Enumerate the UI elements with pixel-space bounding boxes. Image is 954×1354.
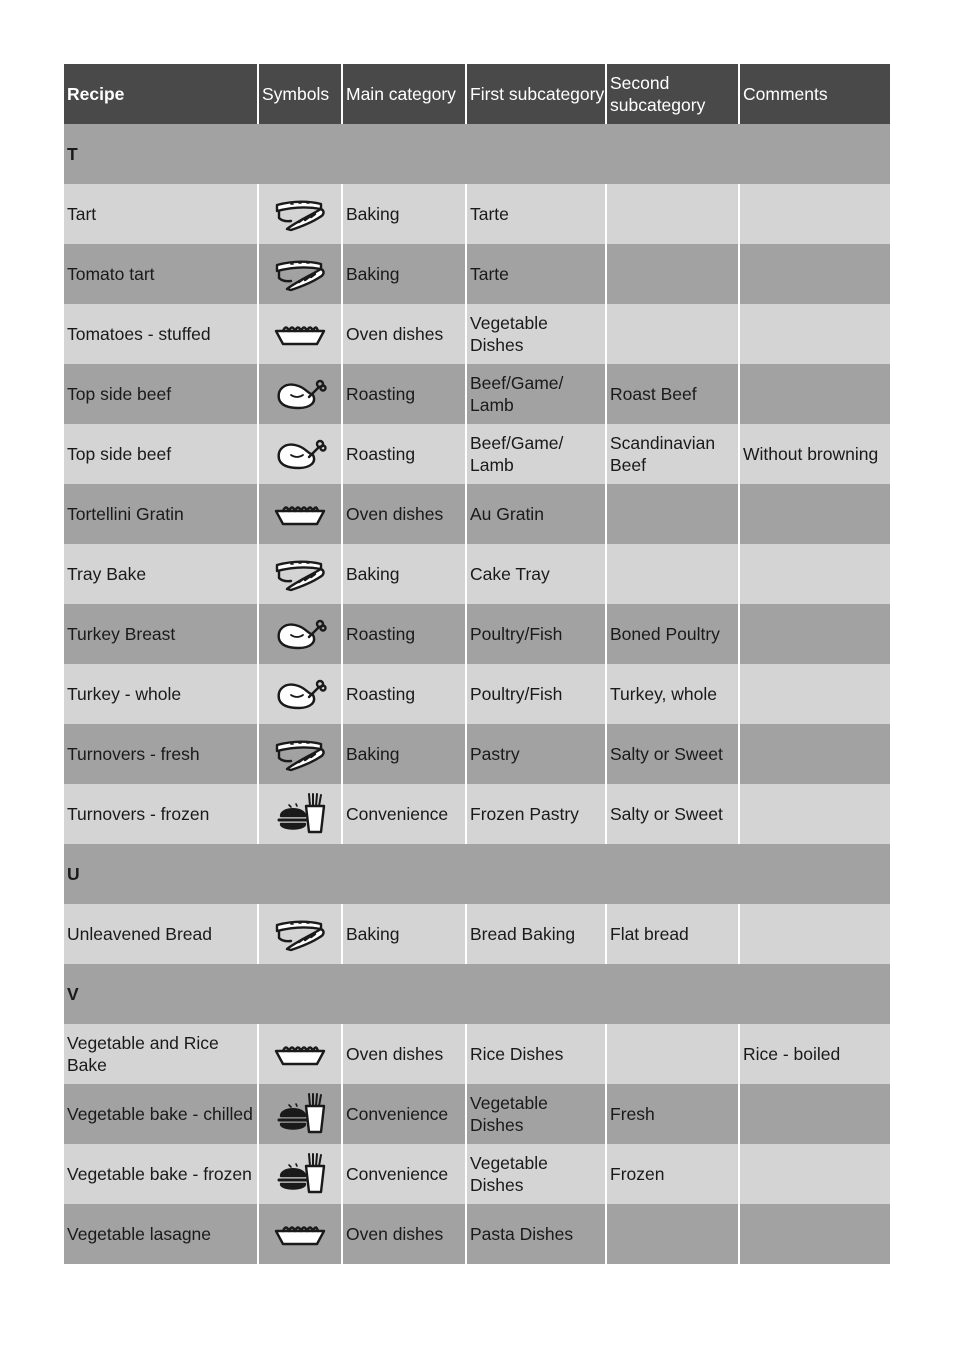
cell-recipe: Turkey Breast: [64, 604, 258, 664]
convenience-icon: [259, 1152, 341, 1196]
oven-dish-icon: [259, 501, 341, 527]
cell-first-subcategory: Bread Baking: [466, 904, 606, 964]
cell-main-category: Baking: [342, 724, 466, 784]
cell-main-category: Baking: [342, 544, 466, 604]
baking-icon: [259, 196, 341, 232]
cell-main-category: Convenience: [342, 784, 466, 844]
table-row: [64, 904, 890, 964]
table-row: [64, 1144, 890, 1204]
cell-symbol: [258, 244, 342, 304]
cell-comments: [739, 784, 890, 844]
cell-symbol: [258, 1204, 342, 1264]
section-row: [64, 844, 890, 904]
cell-second-subcategory: Salty or Sweet: [606, 724, 739, 784]
cell-main-category: Convenience: [342, 1144, 466, 1204]
cell-symbol: [258, 724, 342, 784]
cell-first-subcategory: Beef/Game/ Lamb: [466, 424, 606, 484]
cell-second-subcategory: Salty or Sweet: [606, 784, 739, 844]
cell-first-subcategory: Pastry: [466, 724, 606, 784]
cell-second-subcategory: [606, 1024, 739, 1084]
cell-recipe: Vegetable lasagne: [64, 1204, 258, 1264]
table-row: [64, 1204, 890, 1264]
section-row: [64, 964, 890, 1024]
cell-symbol: [258, 304, 342, 364]
cell-second-subcategory: [606, 184, 739, 244]
recipe-table: [64, 64, 890, 1264]
table-row: [64, 664, 890, 724]
convenience-icon: [259, 1092, 341, 1136]
table-row: [64, 364, 890, 424]
cell-comments: [739, 904, 890, 964]
cell-second-subcategory: Scandinavian Beef: [606, 424, 739, 484]
cell-first-subcategory: Poultry/Fish: [466, 604, 606, 664]
table-row: [64, 244, 890, 304]
cell-recipe: Top side beef: [64, 424, 258, 484]
table-row: [64, 1024, 890, 1084]
table-row: [64, 724, 890, 784]
cell-second-subcategory: Boned Poultry: [606, 604, 739, 664]
cell-comments: [739, 364, 890, 424]
cell-main-category: Baking: [342, 244, 466, 304]
cell-comments: [739, 244, 890, 304]
roasting-icon: [259, 617, 341, 651]
section-letter: U: [64, 844, 890, 904]
cell-comments: Rice - boiled: [739, 1024, 890, 1084]
cell-first-subcategory: Vegetable Dishes: [466, 304, 606, 364]
cell-second-subcategory: Roast Beef: [606, 364, 739, 424]
section-letter: T: [64, 124, 890, 184]
cell-main-category: Roasting: [342, 364, 466, 424]
cell-recipe: Turkey - whole: [64, 664, 258, 724]
cell-second-subcategory: Turkey, whole: [606, 664, 739, 724]
cell-symbol: [258, 664, 342, 724]
table-row: [64, 604, 890, 664]
convenience-icon: [259, 792, 341, 836]
table-row: [64, 544, 890, 604]
cell-second-subcategory: [606, 484, 739, 544]
cell-first-subcategory: Pasta Dishes: [466, 1204, 606, 1264]
table-row: [64, 424, 890, 484]
cell-second-subcategory: [606, 544, 739, 604]
cell-comments: [739, 1084, 890, 1144]
cell-second-subcategory: [606, 304, 739, 364]
cell-first-subcategory: Tarte: [466, 244, 606, 304]
cell-comments: [739, 604, 890, 664]
baking-icon: [259, 556, 341, 592]
cell-symbol: [258, 1144, 342, 1204]
cell-comments: [739, 304, 890, 364]
oven-dish-icon: [259, 1041, 341, 1067]
cell-second-subcategory: Flat bread: [606, 904, 739, 964]
cell-recipe: Tray Bake: [64, 544, 258, 604]
cell-comments: Without browning: [739, 424, 890, 484]
cell-recipe: Vegetable and Rice Bake: [64, 1024, 258, 1084]
cell-symbol: [258, 904, 342, 964]
cell-main-category: Oven dishes: [342, 1024, 466, 1084]
cell-main-category: Convenience: [342, 1084, 466, 1144]
cell-symbol: [258, 544, 342, 604]
header-recipe: Recipe: [64, 64, 258, 124]
cell-symbol: [258, 424, 342, 484]
roasting-icon: [259, 377, 341, 411]
cell-recipe: Tortellini Gratin: [64, 484, 258, 544]
cell-first-subcategory: Beef/Game/ Lamb: [466, 364, 606, 424]
cell-symbol: [258, 1024, 342, 1084]
cell-comments: [739, 724, 890, 784]
table-row: [64, 484, 890, 544]
cell-recipe: Turnovers - frozen: [64, 784, 258, 844]
cell-comments: [739, 544, 890, 604]
header-comments: Comments: [739, 64, 890, 124]
cell-first-subcategory: Cake Tray: [466, 544, 606, 604]
cell-symbol: [258, 1084, 342, 1144]
cell-symbol: [258, 184, 342, 244]
section-letter: V: [64, 964, 890, 1024]
cell-second-subcategory: [606, 244, 739, 304]
cell-first-subcategory: Rice Dishes: [466, 1024, 606, 1084]
cell-comments: [739, 1144, 890, 1204]
cell-recipe: Vegetable bake - chilled: [64, 1084, 258, 1144]
cell-main-category: Oven dishes: [342, 484, 466, 544]
roasting-icon: [259, 677, 341, 711]
cell-first-subcategory: Poultry/Fish: [466, 664, 606, 724]
baking-icon: [259, 256, 341, 292]
cell-main-category: Baking: [342, 904, 466, 964]
cell-recipe: Unleavened Bread: [64, 904, 258, 964]
cell-recipe: Turnovers - fresh: [64, 724, 258, 784]
header-second-subcategory: Second subcategory: [606, 64, 739, 124]
cell-first-subcategory: Vegetable Dishes: [466, 1144, 606, 1204]
cell-first-subcategory: Au Gratin: [466, 484, 606, 544]
cell-main-category: Baking: [342, 184, 466, 244]
cell-comments: [739, 184, 890, 244]
cell-recipe: Vegetable bake - frozen: [64, 1144, 258, 1204]
cell-recipe: Tomato tart: [64, 244, 258, 304]
roasting-icon: [259, 437, 341, 471]
table-row: [64, 784, 890, 844]
cell-main-category: Roasting: [342, 424, 466, 484]
cell-recipe: Top side beef: [64, 364, 258, 424]
baking-icon: [259, 916, 341, 952]
cell-symbol: [258, 364, 342, 424]
cell-first-subcategory: Tarte: [466, 184, 606, 244]
cell-main-category: Roasting: [342, 604, 466, 664]
cell-main-category: Oven dishes: [342, 304, 466, 364]
header-main-category: Main category: [342, 64, 466, 124]
cell-symbol: [258, 604, 342, 664]
header-row: [64, 64, 890, 124]
cell-main-category: Oven dishes: [342, 1204, 466, 1264]
cell-second-subcategory: Fresh: [606, 1084, 739, 1144]
oven-dish-icon: [259, 1221, 341, 1247]
table-row: [64, 1084, 890, 1144]
baking-icon: [259, 736, 341, 772]
cell-comments: [739, 1204, 890, 1264]
cell-recipe: Tomatoes - stuffed: [64, 304, 258, 364]
cell-comments: [739, 484, 890, 544]
cell-main-category: Roasting: [342, 664, 466, 724]
cell-symbol: [258, 484, 342, 544]
cell-first-subcategory: Frozen Pastry: [466, 784, 606, 844]
table-row: [64, 184, 890, 244]
table-row: [64, 304, 890, 364]
cell-symbol: [258, 784, 342, 844]
cell-second-subcategory: [606, 1204, 739, 1264]
header-first-subcategory: First subcategory: [466, 64, 606, 124]
cell-comments: [739, 664, 890, 724]
header-symbols: Symbols: [258, 64, 342, 124]
section-row: [64, 124, 890, 184]
cell-second-subcategory: Frozen: [606, 1144, 739, 1204]
cell-recipe: Tart: [64, 184, 258, 244]
cell-first-subcategory: Vegetable Dishes: [466, 1084, 606, 1144]
oven-dish-icon: [259, 321, 341, 347]
